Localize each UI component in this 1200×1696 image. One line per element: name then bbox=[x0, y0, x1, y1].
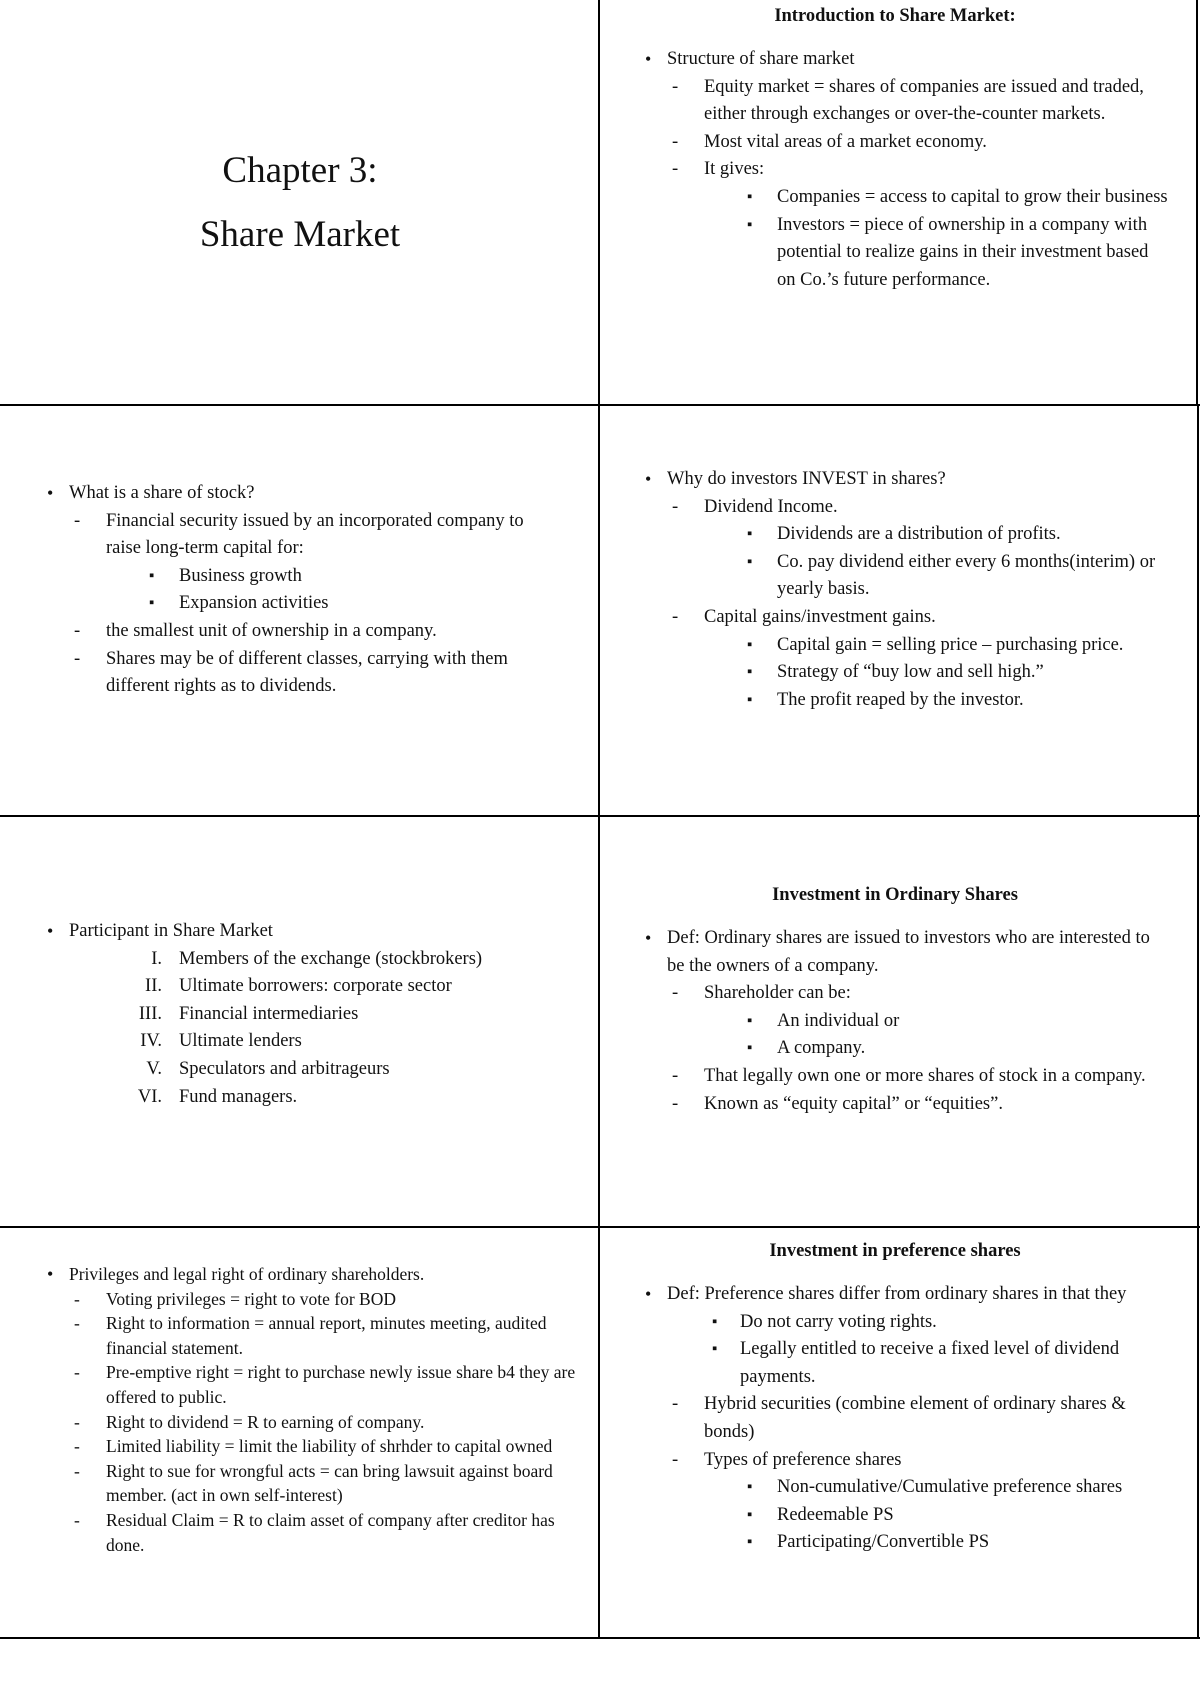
list-item: • Structure of share market bbox=[600, 46, 1170, 74]
intro-heading: Introduction to Share Market: bbox=[774, 6, 1016, 26]
list-item: - Residual Claim = R to claim asset of company after creditor has done. bbox=[2, 1508, 582, 1557]
row-divider bbox=[0, 1637, 1200, 1639]
list-item: - Most vital areas of a market economy. bbox=[600, 129, 1170, 157]
list-item: - Equity market = shares of companies are issued and traded, either through exchanges or over-the-counter markets. bbox=[600, 74, 1170, 129]
list-item: - Capital gains/investment gains. bbox=[600, 604, 1170, 632]
list-item: - Right to dividend = R to earning of company. bbox=[2, 1410, 582, 1435]
privileges-card bbox=[2, 1262, 582, 1557]
list-item: - Known as “equity capital” or “equities”. bbox=[600, 1091, 1170, 1119]
roman-text: Ultimate lenders bbox=[179, 1031, 302, 1052]
list-item: ▪ Capital gain = selling price – purchasing price. bbox=[600, 632, 1170, 660]
roman-item bbox=[2, 1084, 572, 1112]
right-border bbox=[1197, 404, 1199, 1639]
roman-text: Speculators and arbitrageurs bbox=[179, 1058, 390, 1079]
list-item: • Def: Preference shares differ from ordinary shares in that they bbox=[600, 1281, 1170, 1309]
roman-item bbox=[2, 973, 572, 1001]
list-item: ▪ Dividends are a distribution of profits. bbox=[600, 521, 1170, 549]
list-item: - Hybrid securities (combine element of ordinary shares & bonds) bbox=[600, 1391, 1170, 1446]
list-item: ▪ Expansion activities bbox=[2, 590, 562, 618]
list-item: - the smallest unit of ownership in a company. bbox=[2, 618, 562, 646]
list-item: ▪ Strategy of “buy low and sell high.” bbox=[600, 659, 1170, 687]
list-item: - Types of preference shares bbox=[600, 1447, 1170, 1475]
list-item: ▪ Redeemable PS bbox=[600, 1502, 1170, 1530]
ordinary-shares-card bbox=[600, 882, 1170, 1118]
why-invest-card bbox=[600, 466, 1170, 714]
roman-number: IV. bbox=[140, 1031, 162, 1052]
list-item: ▪ Business growth bbox=[2, 563, 562, 591]
list-item: - Right to sue for wrongful acts = can bring lawsuit against board member. (act in own self-interest) bbox=[2, 1459, 582, 1508]
roman-text: Fund managers. bbox=[179, 1086, 298, 1107]
cover-card bbox=[0, 0, 600, 405]
list-item: - That legally own one or more shares of stock in a company. bbox=[600, 1063, 1170, 1091]
row-divider bbox=[0, 815, 1200, 817]
roman-item bbox=[2, 946, 572, 974]
list-item: - Financial security issued by an incorporated company to raise long-term capital for: bbox=[2, 508, 562, 563]
list-item: - Dividend Income. bbox=[600, 494, 1170, 522]
what-is-share-card bbox=[2, 480, 562, 701]
list-item: ▪ Co. pay dividend either every 6 months(interim) or yearly basis. bbox=[600, 549, 1170, 604]
list-item: ▪ Participating/Convertible PS bbox=[600, 1529, 1170, 1557]
roman-text: Members of the exchange (stockbrokers) bbox=[179, 948, 483, 969]
list-item: - Shares may be of different classes, carrying with them different rights as to dividends. bbox=[2, 646, 562, 701]
list-item: - Right to information = annual report, minutes meeting, audited financial statement. bbox=[2, 1311, 582, 1360]
list-item: ▪ Companies = access to capital to grow their business bbox=[600, 184, 1170, 212]
list-item: ▪ Do not carry voting rights. bbox=[600, 1309, 1170, 1337]
preference-heading: Investment in preference shares bbox=[769, 1241, 1021, 1261]
chapter-title: Chapter 3: bbox=[222, 149, 378, 191]
intro-card bbox=[600, 3, 1170, 294]
list-item: - Pre-emptive right = right to purchase newly issue share b4 they are offered to public. bbox=[2, 1360, 582, 1409]
list-item: ▪ Investors = piece of ownership in a company with potential to realize gains in their investment based on Co.’s future performance. bbox=[600, 212, 1170, 295]
list-item: • Privileges and legal right of ordinary shareholders. bbox=[2, 1262, 582, 1287]
roman-item bbox=[2, 1056, 572, 1084]
list-item: - Limited liability = limit the liability of shrhder to capital owned bbox=[2, 1434, 582, 1459]
list-item: - Voting privileges = right to vote for BOD bbox=[2, 1287, 582, 1312]
list-item: - Shareholder can be: bbox=[600, 980, 1170, 1008]
list-item: • Participant in Share Market bbox=[2, 918, 572, 946]
roman-number: I. bbox=[151, 948, 162, 969]
list-item: • Def: Ordinary shares are issued to investors who are interested to be the owners of a company. bbox=[600, 925, 1170, 980]
participants-card bbox=[2, 918, 572, 1111]
roman-item bbox=[2, 1028, 572, 1056]
list-item: ▪ An individual or bbox=[600, 1008, 1170, 1036]
right-border bbox=[1196, 0, 1198, 404]
roman-number: V. bbox=[146, 1058, 162, 1079]
roman-number: VI. bbox=[137, 1086, 162, 1107]
chapter-subtitle: Share Market bbox=[199, 213, 401, 255]
roman-number: III. bbox=[138, 1003, 162, 1024]
row-divider bbox=[0, 1226, 1200, 1228]
roman-number: II. bbox=[145, 976, 162, 997]
list-item: ▪ A company. bbox=[600, 1035, 1170, 1063]
roman-text: Financial intermediaries bbox=[179, 1003, 359, 1024]
list-item: ▪ The profit reaped by the investor. bbox=[600, 687, 1170, 715]
list-item: • Why do investors INVEST in shares? bbox=[600, 466, 1170, 494]
preference-shares-card bbox=[600, 1238, 1170, 1557]
list-item: - It gives: bbox=[600, 156, 1170, 184]
list-item: ▪ Non-cumulative/Cumulative preference shares bbox=[600, 1474, 1170, 1502]
list-item: ▪ Legally entitled to receive a fixed level of dividend payments. bbox=[600, 1336, 1170, 1391]
list-item: • What is a share of stock? bbox=[2, 480, 562, 508]
roman-text: Ultimate borrowers: corporate sector bbox=[179, 976, 452, 997]
roman-item bbox=[2, 1001, 572, 1029]
ordinary-heading: Investment in Ordinary Shares bbox=[772, 885, 1018, 905]
